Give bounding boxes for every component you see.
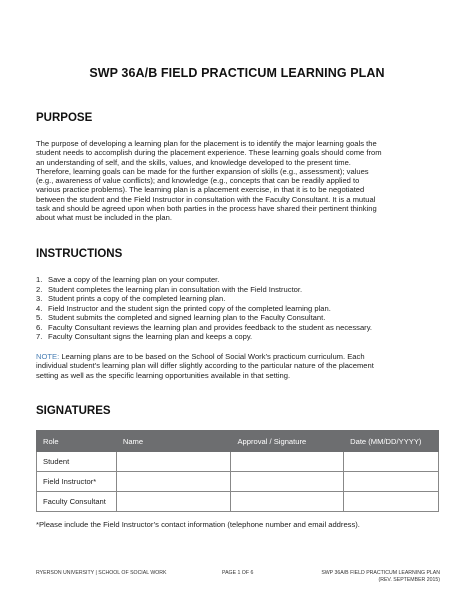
date-cell[interactable] [344,472,439,492]
signatures-table [36,430,439,512]
table-row [37,492,439,512]
note-line: NOTE: Learning plans are to be based on the School of Social Work’s practicum curriculum. Each [36,352,365,361]
purpose-line: Therefore, learning goals can be made for the further expansion of skills (e.g., assessment); values [36,166,369,176]
table-row [37,472,439,492]
date-cell[interactable] [344,452,439,472]
list-item: 4. Field Instructor and the student sign the printed copy of the completed learning plan. [36,303,331,313]
date-cell[interactable] [344,492,439,512]
purpose-line: various practice problems). The learning plan is a placement exercise, in that it is to be negotiated [36,185,365,195]
purpose-line: about what must be included in the plan. [36,213,172,223]
table-row [37,452,439,472]
note-line: individual student’s learning plan will differ slightly according to the particular nature of the placement [36,361,374,371]
purpose-line: task and should be agreed upon when both parties in the process have shared their pertinent thinking [36,204,377,214]
list-item: 5. Student submits the completed and signed learning plan to the Faculty Consultant. [36,313,326,322]
footer-revision: (REV. SEPTEMBER 2015) [378,576,440,583]
purpose-line: an understanding of self, and the skills, values, and knowledge developed to the present time. [36,157,351,167]
signature-cell[interactable] [231,492,344,512]
footer-doc-title: SWP 36A/B FIELD PRACTICUM LEARNING PLAN [321,570,440,576]
purpose-line: The purpose of developing a learning plan for the placement is to identify the major learning goals the [36,139,377,148]
column-header-date: Date (MM/DD/YYYY) [344,431,439,452]
instructions-list [36,275,446,342]
instructions-heading: INSTRUCTIONS [36,248,123,260]
list-item: 1. Save a copy of the learning plan on your computer. [36,275,220,284]
purpose-heading: PURPOSE [36,112,93,124]
list-item: 6. Faculty Consultant reviews the learning plan and provides feedback to the student as necessary. [36,322,373,332]
footer-page-number: PAGE 1 OF 6 [222,570,254,576]
purpose-paragraph [36,139,446,223]
column-header-signature: Approval / Signature [231,431,344,452]
column-header-role: Role [37,431,117,452]
role-cell: Field Instructor* [37,472,117,492]
purpose-line: (e.g., awareness of value conflicts); and knowledge (e.g., concepts that can be readily applied to [36,176,360,186]
list-item: 3. Student prints a copy of the completed learning plan. [36,294,226,303]
role-cell: Faculty Consultant [37,492,117,512]
signature-cell[interactable] [231,472,344,492]
name-cell[interactable] [116,452,231,472]
instructions-note [36,352,446,380]
table-header-row [37,431,439,452]
document-title: SWP 36A/B FIELD PRACTICUM LEARNING PLAN [89,66,385,80]
purpose-line: student needs to accomplish during the placement experience. These learning goals should come from [36,148,382,158]
list-item: 7. Faculty Consultant signs the learning plan and keeps a copy. [36,332,253,341]
signatures-heading: SIGNATURES [36,405,111,417]
name-cell[interactable] [116,492,231,512]
list-item: 2. Student completes the learning plan in consultation with the Field Instructor. [36,284,303,294]
signature-cell[interactable] [231,452,344,472]
column-header-name: Name [116,431,231,452]
signatures-footnote: *Please include the Field Instructor’s contact information (telephone number and email address). [36,520,360,529]
note-label: NOTE: [36,352,60,361]
footer-left: RYERSON UNIVERSITY | SCHOOL OF SOCIAL WORK [36,570,167,576]
role-cell: Student [37,452,117,472]
footer-right [321,570,440,583]
note-line: setting as well as the specific learning opportunities available in that setting. [36,370,291,380]
purpose-line: between the student and the Field Instructor in consultation with the Faculty Consultant. It is a mutual [36,194,376,204]
name-cell[interactable] [116,472,231,492]
